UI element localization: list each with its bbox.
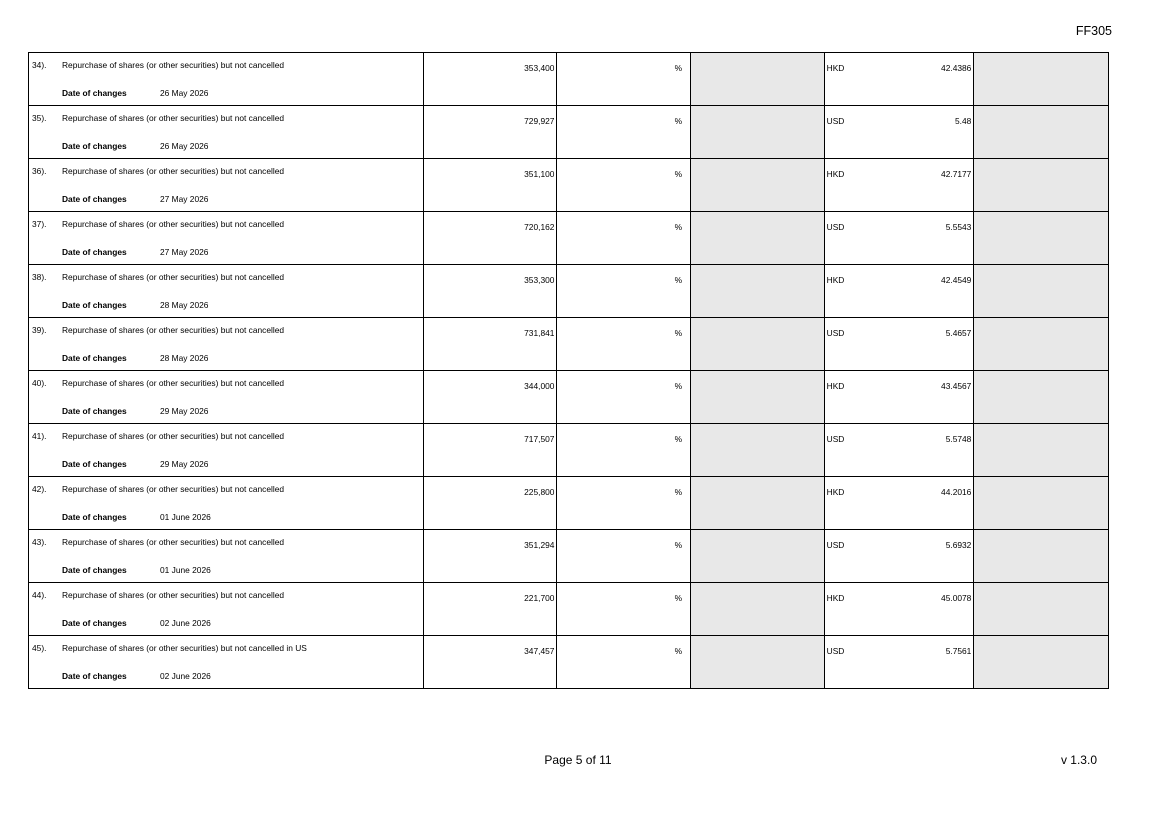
entry-event: Repurchase of shares (or other securities) but not cancelled <box>62 113 285 123</box>
price-cell <box>824 477 974 530</box>
shaded-cell <box>974 477 1109 530</box>
price-cell <box>824 106 974 159</box>
price-per-share: 5.5543 <box>945 222 972 232</box>
currency-code: USD <box>826 116 845 126</box>
shares-cell <box>423 53 557 106</box>
date-of-changes-value: 01 June 2026 <box>160 565 211 575</box>
percent-sign: % <box>674 434 683 444</box>
currency-code: USD <box>826 328 845 338</box>
number-of-shares: 351,100 <box>524 169 555 179</box>
date-of-changes-value: 29 May 2026 <box>160 406 209 416</box>
shaded-cell <box>691 477 825 530</box>
description-cell <box>29 106 424 159</box>
percent-sign: % <box>674 328 683 338</box>
date-of-changes-label: Date of changes <box>62 353 127 363</box>
shares-cell <box>423 371 557 424</box>
percent-sign: % <box>674 222 683 232</box>
entry-event: Repurchase of shares (or other securities) but not cancelled <box>62 272 285 282</box>
shaded-cell <box>691 159 825 212</box>
description-cell <box>29 265 424 318</box>
date-of-changes-value: 26 May 2026 <box>160 141 209 151</box>
table-row <box>29 106 1109 159</box>
currency-code: USD <box>826 222 845 232</box>
entry-event: Repurchase of shares (or other securities) but not cancelled <box>62 166 285 176</box>
entry-number: 40). <box>32 378 47 388</box>
price-cell <box>824 530 974 583</box>
page-number: Page 5 of 11 <box>544 753 612 767</box>
table-row <box>29 371 1109 424</box>
price-per-share: 42.7177 <box>941 169 972 179</box>
percent-cell <box>557 265 691 318</box>
form-code: FF305 <box>1075 24 1112 38</box>
price-per-share: 45.0078 <box>941 593 972 603</box>
shares-cell <box>423 265 557 318</box>
price-per-share: 5.48 <box>955 116 972 126</box>
date-of-changes-label: Date of changes <box>62 618 127 628</box>
number-of-shares: 353,300 <box>524 275 555 285</box>
shaded-cell <box>691 424 825 477</box>
date-of-changes-label: Date of changes <box>62 565 127 575</box>
table-row <box>29 159 1109 212</box>
shares-cell <box>423 106 557 159</box>
entry-number: 38). <box>32 272 47 282</box>
percent-cell <box>557 318 691 371</box>
percent-cell <box>557 583 691 636</box>
price-cell <box>824 371 974 424</box>
entry-number: 41). <box>32 431 47 441</box>
shaded-cell <box>974 212 1109 265</box>
date-of-changes-value: 01 June 2026 <box>160 512 211 522</box>
date-of-changes-value: 02 June 2026 <box>160 671 211 681</box>
description-cell <box>29 636 424 689</box>
percent-cell <box>557 424 691 477</box>
date-of-changes-label: Date of changes <box>62 406 127 416</box>
shaded-cell <box>691 212 825 265</box>
entry-number: 35). <box>32 113 47 123</box>
date-of-changes-value: 28 May 2026 <box>160 300 209 310</box>
shaded-cell <box>691 318 825 371</box>
date-of-changes-label: Date of changes <box>62 194 127 204</box>
currency-code: USD <box>826 540 845 550</box>
number-of-shares: 221,700 <box>524 593 555 603</box>
number-of-shares: 720,162 <box>524 222 555 232</box>
date-of-changes-label: Date of changes <box>62 300 127 310</box>
description-cell <box>29 530 424 583</box>
price-cell <box>824 265 974 318</box>
entry-event: Repurchase of shares (or other securities) but not cancelled <box>62 60 285 70</box>
shares-cell <box>423 424 557 477</box>
date-of-changes-label: Date of changes <box>62 247 127 257</box>
table-row <box>29 212 1109 265</box>
shaded-cell <box>974 106 1109 159</box>
date-of-changes-value: 27 May 2026 <box>160 247 209 257</box>
percent-cell <box>557 212 691 265</box>
price-per-share: 5.5748 <box>945 434 972 444</box>
entry-number: 43). <box>32 537 47 547</box>
percent-sign: % <box>674 646 683 656</box>
shares-cell <box>423 583 557 636</box>
shares-cell <box>423 212 557 265</box>
description-cell <box>29 583 424 636</box>
date-of-changes-label: Date of changes <box>62 141 127 151</box>
price-cell <box>824 212 974 265</box>
shaded-cell <box>974 53 1109 106</box>
price-cell <box>824 583 974 636</box>
number-of-shares: 225,800 <box>524 487 555 497</box>
date-of-changes-value: 26 May 2026 <box>160 88 209 98</box>
shaded-cell <box>691 583 825 636</box>
percent-cell <box>557 53 691 106</box>
description-cell <box>29 159 424 212</box>
shaded-cell <box>974 159 1109 212</box>
shaded-cell <box>691 371 825 424</box>
table-row <box>29 265 1109 318</box>
shares-cell <box>423 636 557 689</box>
entry-number: 37). <box>32 219 47 229</box>
shaded-cell <box>691 106 825 159</box>
date-of-changes-value: 28 May 2026 <box>160 353 209 363</box>
entry-event: Repurchase of shares (or other securities) but not cancelled <box>62 590 285 600</box>
description-cell <box>29 477 424 530</box>
date-of-changes-label: Date of changes <box>62 88 127 98</box>
price-cell <box>824 636 974 689</box>
entry-event: Repurchase of shares (or other securities) but not cancelled <box>62 537 285 547</box>
number-of-shares: 347,457 <box>524 646 555 656</box>
description-cell <box>29 53 424 106</box>
price-cell <box>824 159 974 212</box>
table-row <box>29 424 1109 477</box>
entry-number: 39). <box>32 325 47 335</box>
description-cell <box>29 424 424 477</box>
number-of-shares: 351,294 <box>524 540 555 550</box>
date-of-changes-value: 27 May 2026 <box>160 194 209 204</box>
currency-code: HKD <box>826 63 845 73</box>
percent-sign: % <box>674 381 683 391</box>
table-row <box>29 636 1109 689</box>
number-of-shares: 717,507 <box>524 434 555 444</box>
shaded-cell <box>974 371 1109 424</box>
description-cell <box>29 371 424 424</box>
number-of-shares: 731,841 <box>524 328 555 338</box>
table-row <box>29 318 1109 371</box>
date-of-changes-value: 29 May 2026 <box>160 459 209 469</box>
date-of-changes-label: Date of changes <box>62 512 127 522</box>
percent-sign: % <box>674 487 683 497</box>
shaded-cell <box>974 265 1109 318</box>
percent-cell <box>557 371 691 424</box>
share-changes-rows <box>29 53 1109 689</box>
percent-cell <box>557 477 691 530</box>
entry-event: Repurchase of shares (or other securities) but not cancelled <box>62 378 285 388</box>
description-cell <box>29 212 424 265</box>
shaded-cell <box>974 583 1109 636</box>
currency-code: HKD <box>826 381 845 391</box>
price-per-share: 5.4657 <box>945 328 972 338</box>
shaded-cell <box>691 53 825 106</box>
price-cell <box>824 318 974 371</box>
percent-cell <box>557 159 691 212</box>
date-of-changes-value: 02 June 2026 <box>160 618 211 628</box>
price-per-share: 43.4567 <box>941 381 972 391</box>
currency-code: USD <box>826 434 845 444</box>
entry-event: Repurchase of shares (or other securities) but not cancelled <box>62 219 285 229</box>
percent-sign: % <box>674 63 683 73</box>
shares-cell <box>423 318 557 371</box>
shares-cell <box>423 159 557 212</box>
shares-cell <box>423 477 557 530</box>
percent-sign: % <box>674 540 683 550</box>
entry-event: Repurchase of shares (or other securities) but not cancelled in US <box>62 643 307 653</box>
number-of-shares: 353,400 <box>524 63 555 73</box>
currency-code: HKD <box>826 487 845 497</box>
description-cell <box>29 318 424 371</box>
price-cell <box>824 424 974 477</box>
percent-cell <box>557 636 691 689</box>
table-row <box>29 530 1109 583</box>
number-of-shares: 729,927 <box>524 116 555 126</box>
percent-cell <box>557 530 691 583</box>
shaded-cell <box>691 636 825 689</box>
shaded-cell <box>691 530 825 583</box>
shaded-cell <box>974 424 1109 477</box>
shaded-cell <box>974 530 1109 583</box>
entry-number: 34). <box>32 60 47 70</box>
price-per-share: 42.4549 <box>941 275 972 285</box>
shares-cell <box>423 530 557 583</box>
shaded-cell <box>974 318 1109 371</box>
entry-number: 45). <box>32 643 47 653</box>
price-per-share: 44.2016 <box>941 487 972 497</box>
share-changes-table <box>28 52 1109 689</box>
currency-code: HKD <box>826 169 845 179</box>
version-label: v 1.3.0 <box>1060 753 1097 767</box>
shaded-cell <box>691 265 825 318</box>
percent-sign: % <box>674 169 683 179</box>
entry-event: Repurchase of shares (or other securities) but not cancelled <box>62 484 285 494</box>
price-per-share: 5.6932 <box>945 540 972 550</box>
percent-sign: % <box>674 116 683 126</box>
entry-number: 44). <box>32 590 47 600</box>
price-cell <box>824 53 974 106</box>
number-of-shares: 344,000 <box>524 381 555 391</box>
shaded-cell <box>974 636 1109 689</box>
price-per-share: 42.4386 <box>941 63 972 73</box>
date-of-changes-label: Date of changes <box>62 671 127 681</box>
price-per-share: 5.7561 <box>945 646 972 656</box>
date-of-changes-label: Date of changes <box>62 459 127 469</box>
percent-cell <box>557 106 691 159</box>
table-row <box>29 477 1109 530</box>
percent-sign: % <box>674 593 683 603</box>
entry-number: 36). <box>32 166 47 176</box>
entry-number: 42). <box>32 484 47 494</box>
table-row <box>29 583 1109 636</box>
percent-sign: % <box>674 275 683 285</box>
currency-code: USD <box>826 646 845 656</box>
currency-code: HKD <box>826 275 845 285</box>
entry-event: Repurchase of shares (or other securities) but not cancelled <box>62 325 285 335</box>
table-row <box>29 53 1109 106</box>
entry-event: Repurchase of shares (or other securities) but not cancelled <box>62 431 285 441</box>
currency-code: HKD <box>826 593 845 603</box>
